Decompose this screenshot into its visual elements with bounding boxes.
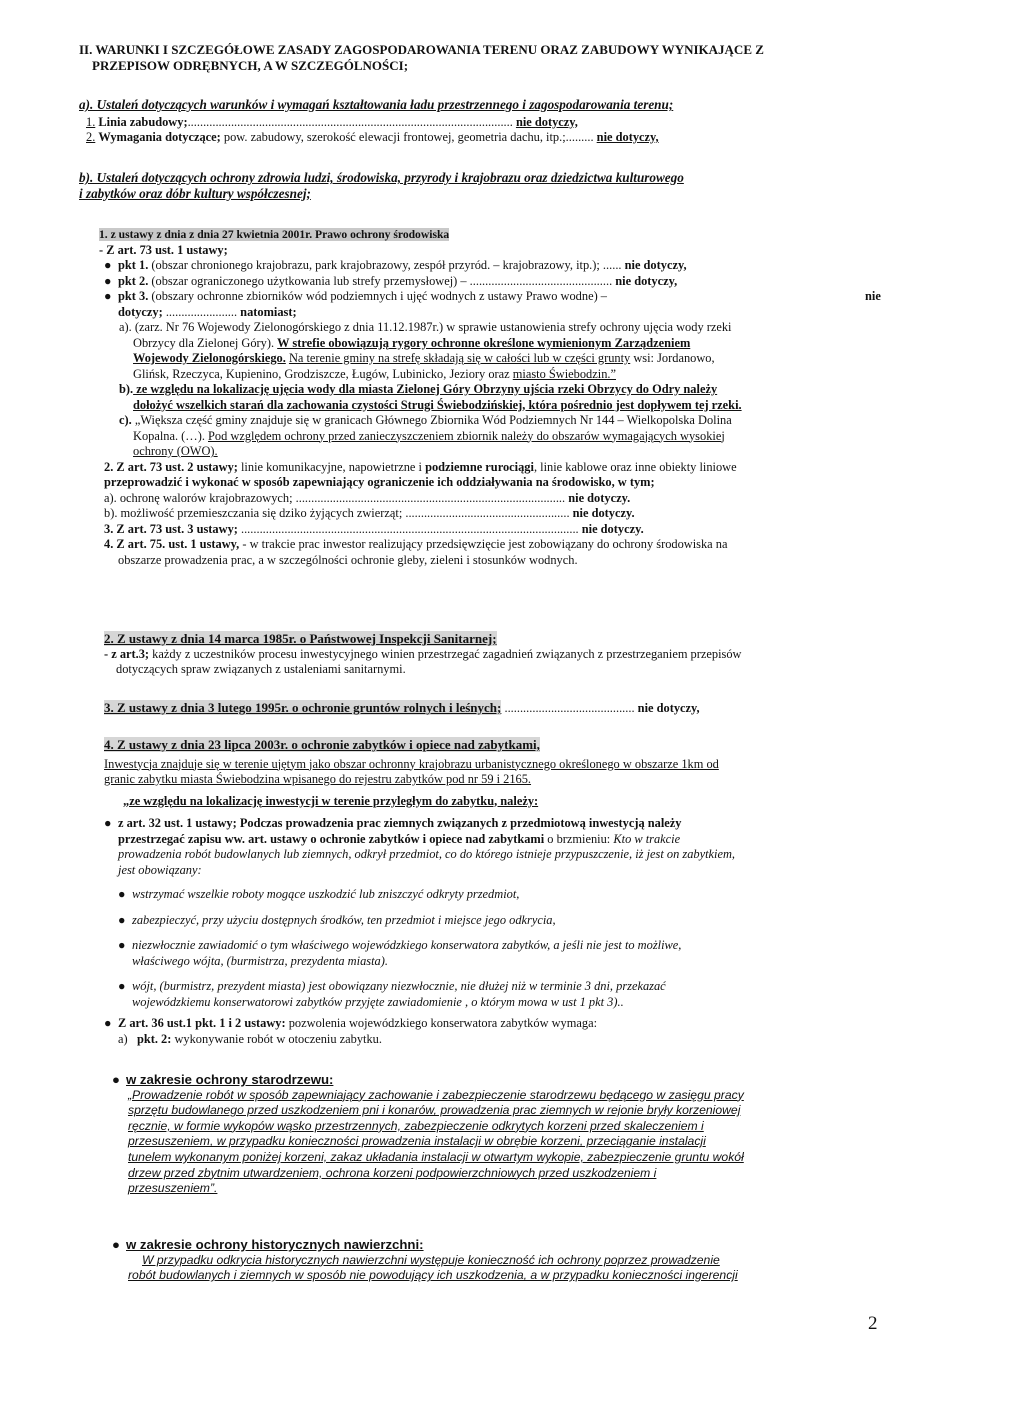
law-1-block xyxy=(99,227,881,568)
law-2-block: 2. Z ustawy z dnia 14 marca 1985r. o Państwowej Inspekcji Sanitarnej; - z art.3; każdy z uczestników procesu inwestycyjnego winien przestrzegać zagadnień związanych z przestrzeganiem przepisów dotyczących spraw związanych z ustaleniami sanitarnymi. xyxy=(104,631,742,676)
law-4-item-1: ● wstrzymać wszelkie roboty mogące uszkodzić lub zniszczyć odkryty przedmiot, xyxy=(118,887,520,901)
law-1-sub-a: a). (zarz. Nr 76 Wojewody Zielonogórskiego z dnia 11.12.1987r.) w sprawie ustanowienia strefy ochrony ujęcia wody rzeki Obrzycy dla Zielonej Góry). W strefie obowiązują rygory ochronne określone wymienionym Zarządzeniem Wojewody Zielonogórskiego. Na terenie gminy na strefę składają się w całości lub w części grunty wsi: Jordanowo, Glińsk, Rzeczyca, Kupienino, Grodziszcze, Ługów, Lubinicko, Jeziory oraz miasto Świebodzin.” xyxy=(119,320,732,381)
law-1-pkt3-cont: dotyczy; ....................... natomiast; xyxy=(118,304,297,319)
bullet-icon: ● xyxy=(104,258,112,272)
section-a-item-2: 2. Wymagania dotyczące; pow. zabudowy, szerokość elewacji frontowej, geometria dachu, itp.;......... nie dotyczy, xyxy=(86,130,659,144)
section-b-title: b). Ustaleń dotyczących ochrony zdrowia ludzi, środowiska, przyrody i krajobrazu oraz dziedzictwa kulturowego i zabytków oraz dóbr kultury współczesnej; xyxy=(79,170,684,201)
bullet-icon: ● xyxy=(118,938,126,952)
law-4-subheading: „ze względu na lokalizację inwestycji w terenie przyległym do zabytku, należy: xyxy=(123,793,539,808)
section-a-item-1: 1. Linia zabudowy;......................................................................................................... nie dotyczy, xyxy=(86,114,578,129)
bullet-icon: ● xyxy=(118,979,126,993)
surfaces-text: W przypadku odkrycia historycznych nawierzchni występuje konieczność ich ochrony poprzez prowadzenie robót budowlanych i ziemnych w sposób nie powodujący ich uszkodzenia, a w przypadku konieczności ingerencji xyxy=(128,1252,738,1283)
law-4-art36: ● Z art. 36 ust.1 pkt. 1 i 2 ustawy: pozwolenia wojewódzkiego konserwatora zabytków wymaga: xyxy=(104,1016,598,1030)
law-1-p4: 4. Z art. 75. ust. 1 ustawy, - w trakcie prac inwestor realizujący przedsięwzięcie jest zobowiązany do ochrony środowiska na xyxy=(104,537,728,551)
bullet-icon: ● xyxy=(118,887,126,901)
law-2-heading: 2. Z ustawy z dnia 14 marca 1985r. o Państwowej Inspekcji Sanitarnej; xyxy=(104,631,497,646)
law-4-p1: Inwestycja znajduje się w terenie ujętym jako obszar ochronny krajobrazu urbanistycznego określonego w obszarze 1km od xyxy=(104,756,719,771)
bullet-icon: ● xyxy=(118,912,126,927)
bullet-icon: ● xyxy=(112,1237,120,1252)
law-4-art32-1: ● z art. 32 ust. 1 ustawy; Podczas prowadzenia prac ziemnych związanych z przedmiotową inwestycją należy xyxy=(104,816,682,830)
bullet-icon: ● xyxy=(104,289,112,303)
law-1-p3: 3. Z art. 73 ust. 3 ustawy; ............................................................................................................. nie dotyczy. xyxy=(104,521,644,536)
law-4-item-3-cont: właściwego wójta, (burmistrza, prezydenta miasta). xyxy=(132,953,388,968)
law-1-sub-b: b). ze względu na lokalizację ujęcia wody dla miasta Zielonej Góry Obrzyny ujścia rzeki Obrzycy do Odry należy dołożyć wszelkich starań dla zachowania czystości Strugi Świebodzińskiej, która pośrednio jest dopływem tej rzeki. xyxy=(119,382,742,412)
law-4-block xyxy=(104,737,864,1047)
surfaces-block xyxy=(112,1237,882,1284)
law-4-art32-2: przestrzegać zapisu ww. art. ustawy o ochronie zabytków i opiece nad zabytkami o brzmieniu: Kto w trakcie xyxy=(118,831,681,846)
law-1-p2-b: b). możliwość przemieszczania się dziko żyjących zwierząt; ..................................................... nie dotyczy. xyxy=(104,506,635,520)
law-1-p2: 2. Z art. 73 ust. 2 ustawy; linie komunikacyjne, napowietrzne i podziemne rurociągi, linie kablowe oraz inne obiekty liniowe xyxy=(104,459,737,474)
law-4-art36-a: a) pkt. 2: wykonywanie robót w otoczeniu zabytku. xyxy=(118,1031,382,1046)
law-1-heading: 1. z ustawy z dnia z dnia 27 kwietnia 2001r. Prawo ochrony środowiska xyxy=(99,228,450,241)
law-1-p2-a: a). ochronę walorów krajobrazowych; ....................................................................................... nie dotyczy. xyxy=(104,490,631,505)
law-4-art32-3: prowadzenia robót budowlanych lub ziemnych, odkrył przedmiot, co do którego istnieje przypuszczenie, iż jest on zabytkiem, xyxy=(118,847,736,861)
law-4-item-2: ● zabezpieczyć, przy użyciu dostępnych środków, ten przedmiot i miejsce jego odkrycia, xyxy=(118,912,556,927)
law-4-item-4: ● wójt, (burmistrz, prezydent miasta) jest obowiązany niezwłocznie, nie dłużej niż w terminie 3 dni, przekazać xyxy=(118,979,666,993)
header-line-1: II. WARUNKI I SZCZEGÓŁOWE ZASADY ZAGOSPODAROWANIA TERENU ORAZ ZABUDOWY WYNIKAJĄCE Z xyxy=(79,42,764,57)
bullet-icon: ● xyxy=(104,273,112,288)
law-4-item-4-cont: wojewódzkiemu konserwatorowi zabytków przyjęte zawiadomienie , o którym mowa w ust 1 pkt 3).. xyxy=(132,994,624,1009)
trees-heading: ● w zakresie ochrony starodrzewu: xyxy=(112,1072,334,1087)
section-a xyxy=(79,97,673,146)
law-3-heading: 3. Z ustawy z dnia 3 lutego 1995r. o ochronie gruntów rolnych i leśnych; xyxy=(104,700,502,715)
law-3-block: 3. Z ustawy z dnia 3 lutego 1995r. o ochronie gruntów rolnych i leśnych; .......................................... nie dotyczy, xyxy=(104,700,700,715)
law-4-p2: granic zabytku miasta Świebodzina wpisanego do rejestru zabytków pod nr 59 i 2165. xyxy=(104,772,532,786)
law-1-art73: - Z art. 73 ust. 1 ustawy; xyxy=(99,242,228,257)
law-1-p2-l2: przeprowadzić i wykonać w sposób zapewniający ograniczenie ich oddziaływania na środowisko, w tym; xyxy=(104,475,655,489)
surfaces-heading: ● w zakresie ochrony historycznych nawierzchni: xyxy=(112,1237,424,1252)
law-1-pkt3: ● pkt 3. (obszary ochronne zbiorników wód podziemnych i ujęć wodnych z ustawy Prawo wodne) – nie xyxy=(104,289,881,303)
law-1-pkt2: ● pkt 2. (obszar ograniczonego użytkowania lub strefy przemysłowej) – .............................................. nie dotyczy, xyxy=(104,273,678,288)
bullet-icon: ● xyxy=(112,1072,120,1087)
law-4-item-3: ● niezwłocznie zawiadomić o tym właściwego wojewódzkiego konserwatora zabytków, a jeśli nie jest to możliwe, xyxy=(118,938,682,952)
trees-text: „Prowadzenie robót w sposób zapewniający zachowanie i zabezpieczenie starodrzewu będącego w zasięgu pracy sprzętu budowlanego przed uszkodzeniem pni i konarów, prowadzenia prac ziemnych w rejonie bryły korzeniowej ręcznie, w formie wykopów wąsko przestrzennych, zabezpieczenie odkrytych korzeni przed skaleczeniem i przesuszeniem, w przypadku konieczności prowadzenia instalacji w obrębie korzeni, przeciąganie instalacji tunelem wykonanym poniżej korzeni, zakaz układania instalacji w otwartym wykopie, zabezpieczenie gruntu wokół drzew przed zbytnim utwardzeniem, ochrona korzeni podpowierzchniowych przed uszkodzeniem i przesuszeniem”. xyxy=(128,1087,744,1196)
law-1-sub-c: c). „Większa część gminy znajduje się w granicach Głównego Zbiornika Wód Podziemnych Nr 144 – Wielkopolska Dolina Kopalna. (…). Pod względem ochrony przed zanieczyszczeniem zbiornik należy do obszarów wymagających wysokiej ochrony (OWO). xyxy=(119,413,732,458)
law-4-heading: 4. Z ustawy z dnia 23 lipca 2003r. o ochronie zabytków i opiece nad zabytkami, xyxy=(104,737,540,752)
header-line-2: PRZEPISOW ODRĘBNYCH, A W SZCZEGÓLNOŚCI; xyxy=(92,57,409,73)
bullet-icon: ● xyxy=(104,1016,112,1030)
page-number: 2 xyxy=(868,1313,878,1334)
law-1-p4-l2: obszarze prowadzenia prac, a w szczególności ochronie gleby, zieleni i stosunków wodnych. xyxy=(118,552,578,567)
section-a-title: a). Ustaleń dotyczących warunków i wymagań kształtowania ładu przestrzennego i zagospodarowania terenu; xyxy=(79,97,674,112)
section-header xyxy=(79,42,764,73)
bullet-icon: ● xyxy=(104,816,112,830)
law-1-pkt1: ● pkt 1. (obszar chronionego krajobrazu, park krajobrazowy, zespół przyród. – krajobrazowy, itp.); ...... nie dotyczy, xyxy=(104,258,687,272)
trees-block xyxy=(112,1072,882,1197)
law-4-art32-4: jest obowiązany: xyxy=(118,862,202,877)
